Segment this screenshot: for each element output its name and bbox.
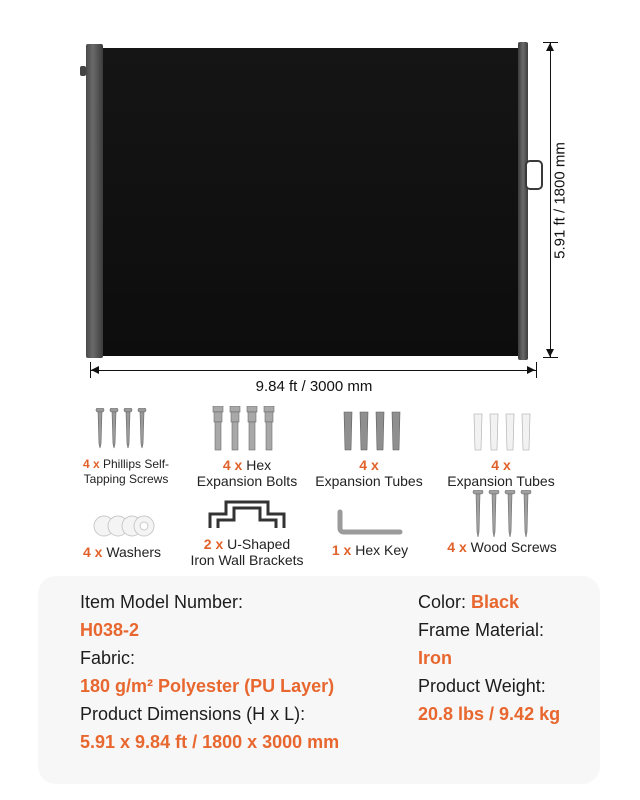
awning-pull-bar <box>518 42 528 360</box>
model-number-value: H038-2 <box>80 620 140 640</box>
awning-cassette-frame <box>86 44 103 358</box>
arrow-up-icon <box>546 43 554 51</box>
color-label: Color: <box>418 592 467 612</box>
dimensions-value: 5.91 x 9.84 ft / 1800 x 3000 mm <box>80 732 340 752</box>
washer-icon <box>92 514 156 538</box>
arrow-left-icon <box>91 366 99 374</box>
wood-screw-icon <box>470 490 534 540</box>
expansion-tube-white-icon <box>470 412 534 454</box>
accessory-label-expansion-tubes-white: 4 x Expansion Tubes <box>447 457 555 489</box>
hex-bolt-icon <box>208 406 282 454</box>
height-tick-bottom <box>543 357 558 358</box>
accessory-label-hex-bolts: 4 x Hex Expansion Bolts <box>196 457 298 489</box>
accessory-label-wood-screws: 4 x Wood Screws <box>447 539 557 555</box>
fabric-value: 180 g/m² Polyester (PU Layer) <box>80 676 335 696</box>
width-dimension-label: 9.84 ft / 3000 mm <box>255 378 373 395</box>
color-row <box>418 591 519 613</box>
fabric-label: Fabric: <box>80 648 136 668</box>
accessory-label-washers: 4 x Washers <box>82 544 162 560</box>
accessory-label-phillips: 4 x Phillips Self- Tapping Screws <box>82 457 170 486</box>
height-dimension-label: 5.91 ft / 1800 mm <box>551 142 569 259</box>
pull-handle <box>525 160 543 190</box>
product-weight-value: 20.8 lbs / 9.42 kg <box>418 704 561 724</box>
arrow-down-icon <box>546 349 554 357</box>
width-dimension-line <box>90 370 536 371</box>
hex-key-icon <box>336 508 404 536</box>
awning-fabric-panel <box>103 48 518 356</box>
frame-material-value: Iron <box>418 648 452 668</box>
accessory-label-u-brackets: 2 x U-Shaped Iron Wall Brackets <box>190 536 304 568</box>
accessory-label-expansion-tubes-gray: 4 x Expansion Tubes <box>315 457 423 489</box>
expansion-tube-gray-icon <box>340 410 404 454</box>
dimensions-label: Product Dimensions (H x L): <box>80 704 306 724</box>
model-number-label: Item Model Number: <box>80 592 244 612</box>
frame-material-label: Frame Material: <box>418 620 545 640</box>
width-tick-right <box>536 362 537 378</box>
arrow-right-icon <box>527 366 535 374</box>
color-value: Black <box>471 592 520 612</box>
product-weight-label: Product Weight: <box>418 676 546 696</box>
accessory-label-hex-key: 1 x Hex Key <box>331 542 409 558</box>
u-bracket-icon <box>206 498 288 534</box>
phillips-screw-icon <box>92 408 154 450</box>
